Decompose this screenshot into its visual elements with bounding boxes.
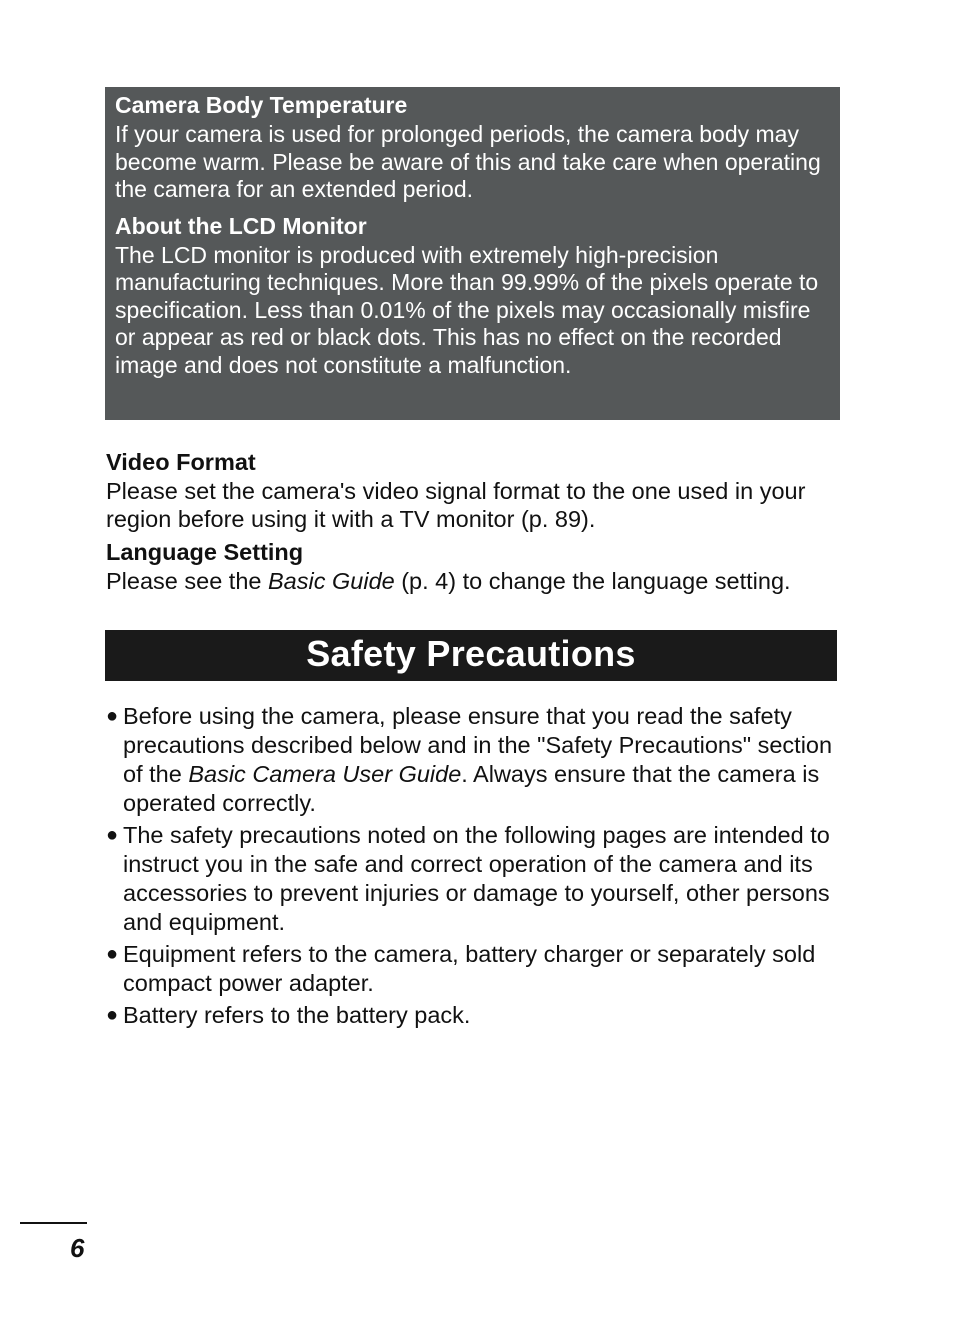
bullet-icon: ● — [106, 1004, 119, 1026]
language-setting-section — [106, 537, 866, 595]
list-item: ● Before using the camera, please ensure that you read the safety precautions described below and in the "Safety Precautions" section of the Basic Camera User Guide. Always ensure that the camera is operated correctly. — [106, 703, 833, 816]
bullet-icon: ● — [106, 824, 119, 846]
list-item: ● Battery refers to the battery pack. — [106, 1002, 471, 1028]
notice-box — [105, 87, 840, 420]
lcd-heading: About the LCD Monitor — [115, 212, 367, 239]
lcd-text: The LCD monitor is produced with extremely high-precision manufacturing techniques. More than 99.99% of the pixels operate to specification. Less than 0.01% of the pixels may occasionally misfire or appear as red or black dots. This has no effect on the recorded image and does not constitute a malfunction. — [115, 241, 819, 378]
bullet-icon: ● — [106, 705, 119, 727]
temperature-heading: Camera Body Temperature — [115, 92, 408, 118]
video-format-heading: Video Format — [106, 449, 256, 475]
language-setting-text: Please see the Basic Guide (p. 4) to change the language setting. — [106, 568, 791, 594]
footer-rule — [20, 1222, 87, 1224]
user-guide-title: Basic Camera User Guide — [188, 761, 462, 787]
language-setting-heading: Language Setting — [106, 539, 304, 565]
page-number: 6 — [70, 1233, 85, 1263]
safety-precautions-banner: Safety Precautions — [105, 630, 837, 681]
video-format-text: Please set the camera's video signal format to the one used in your region before using it with a TV monitor (p. 89). — [106, 478, 806, 532]
temperature-text: If your camera is used for prolonged periods, the camera body may become warm. Please be aware of this and take care when operating the camera for an extended period. — [115, 121, 821, 202]
video-format-section — [106, 447, 841, 533]
bullet-icon: ● — [106, 943, 119, 965]
basic-guide-title: Basic Guide — [268, 568, 395, 594]
list-item: ● The safety precautions noted on the following pages are intended to instruct you in the safe and correct operation of the camera and its accessories to prevent injuries or damage to yourself, other persons and equipment. — [106, 822, 830, 935]
list-item: ● Equipment refers to the camera, battery charger or separately sold compact power adapter. — [106, 941, 816, 996]
safety-bullet-list — [106, 702, 846, 1033]
